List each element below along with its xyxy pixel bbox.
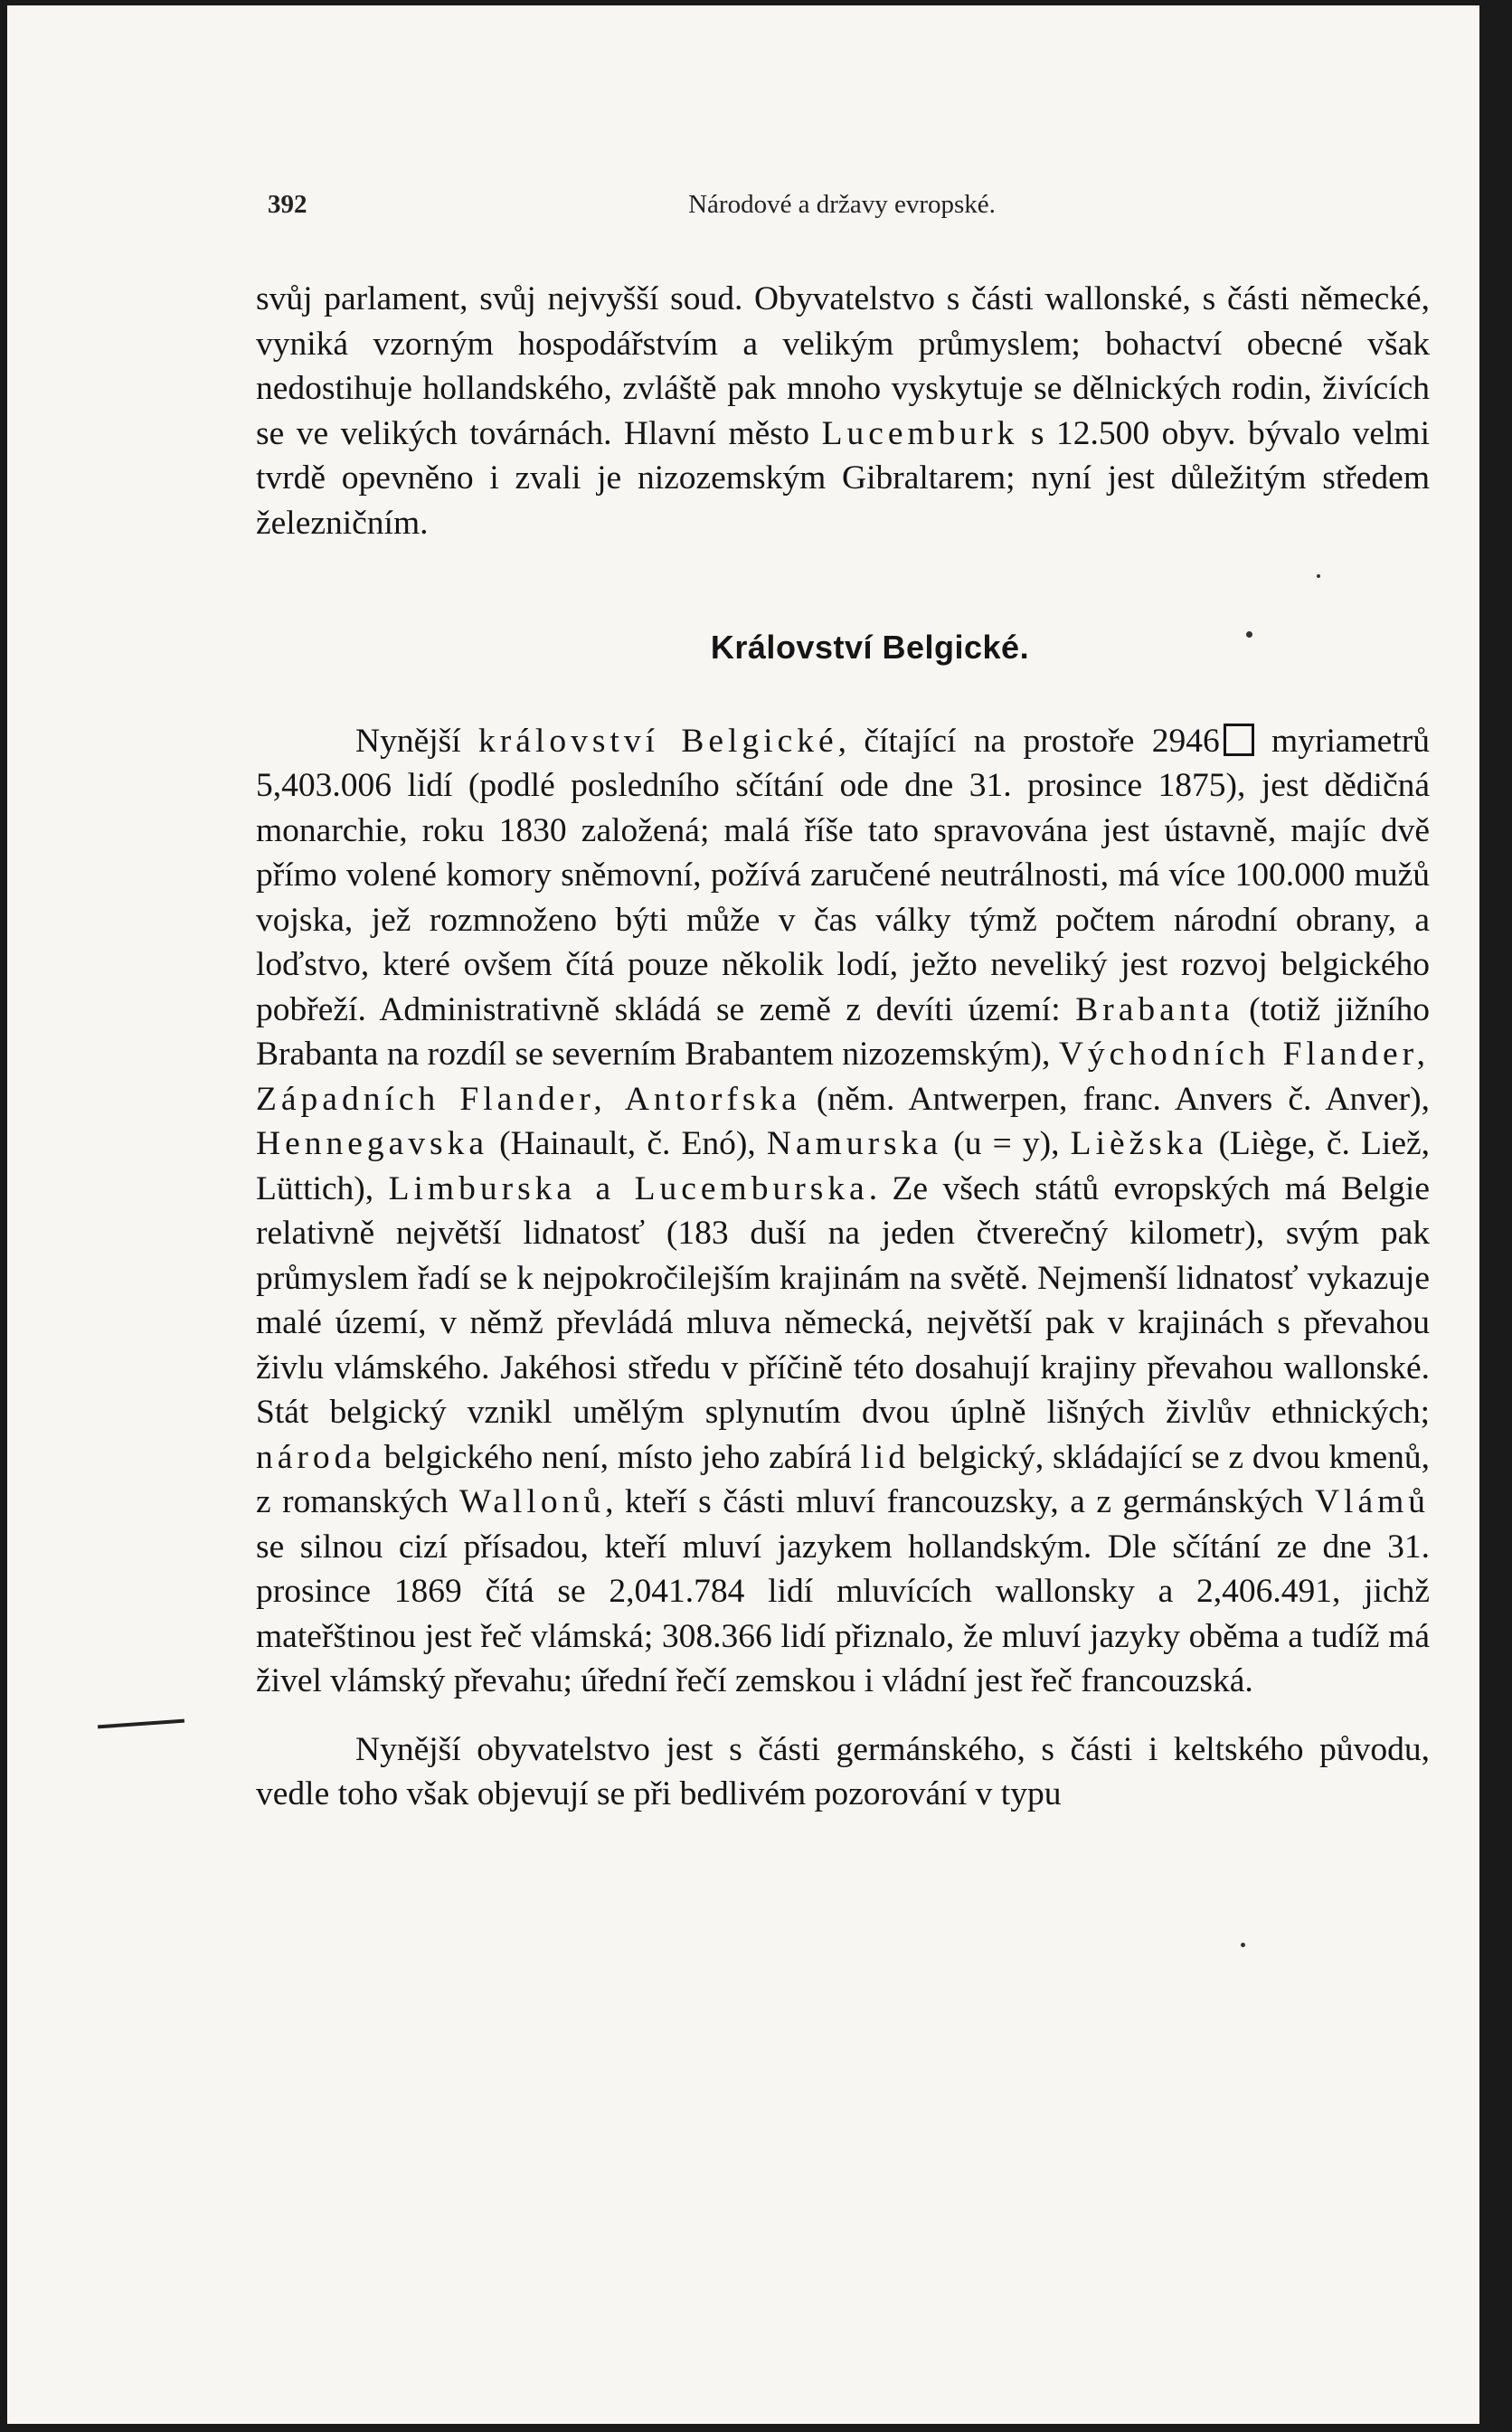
spaced-term: Lièžska [1070,1125,1208,1162]
spaced-term: lid [860,1438,911,1476]
spaced-term: Limburska a Lucemburska [388,1169,869,1207]
paragraph-belgium: Nynější království Belgické, čítající na prostoře 2946 myriametrů 5,403.006 lidí (podlé posledního sčítání ode dne 31. prosince 1875), jest dědičná monarchie, roku 1830 založená; malá říše tato spravována jest ústavně, majíc dvě přímo volené komory sněmovní, požívá zaručené neutrálnosti, má více 100.000 mužů vojska, jež rozmnoženo býti může v čas války týmž počtem národní obrany, a loďstvo, které ovšem čítá pouze několik lodí, ježto neveliký jest rozvoj belgického pobřeží. Administrativně skládá se země z devíti území: Brabanta (totiž jižního Brabanta na rozdíl se severním Brabantem nizozemským), Východních Flander, Západních Flander, Antorfska (něm. Antwerpen, franc. Anvers č. Anver), Hennegavska (Hainault, č. Enó), Namurska (u = y), Lièžska (Liège, č. Liež, Lüttich), Limburska a Lucemburska. Ze všech států evropských má Belgie relativně největší lidnatosť (183 duší na jeden čtverečný kilometr), svým pak průmyslem řadí se k nejpokročilejším krajinám na světě. Nejmenší lidnatosť vykazuje malé území, v němž převládá mluva německá, největší pak v krajinách s převahou živlu vlámského. Jakéhosi středu v příčině této dosahují krajiny převahou wallonské. Stát belgický vznikl umělým splynutím dvou úplně lišných živlův ethnických; národa belgického není, místo jeho zabírá lid belgický, skládající se z dvou kmenů, z romanských Wallonů, kteří s části mluví francouzsky, a z germánských Vlámů se silnou cizí přísadou, kteří mluví jazykem hollandským. Dle sčítání ze dne 31. prosince 1869 čítá se 2,041.784 lidí mluvících wallonsky a 2,406.491, jichž mateřštinou jest řeč vlámská; 308.366 lidí přiznalo, že mluví jazyky oběma a tudíž má živel vlámský převahu; úřední řečí zemskou i vládní jest řeč francouzská. [256,722,1431,1699]
spaced-term: Lucemburk [821,414,1019,452]
spaced-term: národa [256,1438,376,1476]
page-body [256,277,1430,1817]
paper-speck [1241,1943,1245,1947]
spaced-term: Brabanta [1075,990,1234,1028]
paper-speck [1317,574,1320,578]
paragraph-population: Nynější obyvatelstvo jest s části germánského, s části i keltského původu, vedle toho však objevují se při bedlivém pozorování v typu [256,1730,1430,1812]
spaced-term: Vlámů [1314,1483,1431,1520]
running-title: Národové a državy evropské. [688,190,996,219]
page-number: 392 [268,190,307,219]
page-header [268,190,1416,226]
spaced-term: království Belgické [478,722,838,760]
paper-speck [1246,631,1252,638]
section-heading: Království Belgické. [710,629,1030,666]
spaced-term: Hennegavska [256,1125,489,1162]
square-symbol [1224,724,1254,756]
spaced-term: Namurska [766,1125,943,1162]
spaced-term: Wallonů [458,1483,606,1520]
spaced-term: Východních Flander, Západních Flander, Antorfska [256,1036,1431,1118]
paragraph-intro: svůj parlament, svůj nejvyšší soud. Obyvatelstvo s části wallonské, s části německé, vyniká vzorným hospodářstvím a velikým průmyslem; bohactví obecné však nedostihuje hollandského, zvláště pak mnoho vyskytuje se dělnických rodin, živících se ve velikých továrnách. Hlavní město Lucemburk s 12.500 obyv. bývalo velmi tvrdě opevněno i zvali je nizozemským Gibraltarem; nyní jest důležitým středem železničním. [256,280,1430,542]
